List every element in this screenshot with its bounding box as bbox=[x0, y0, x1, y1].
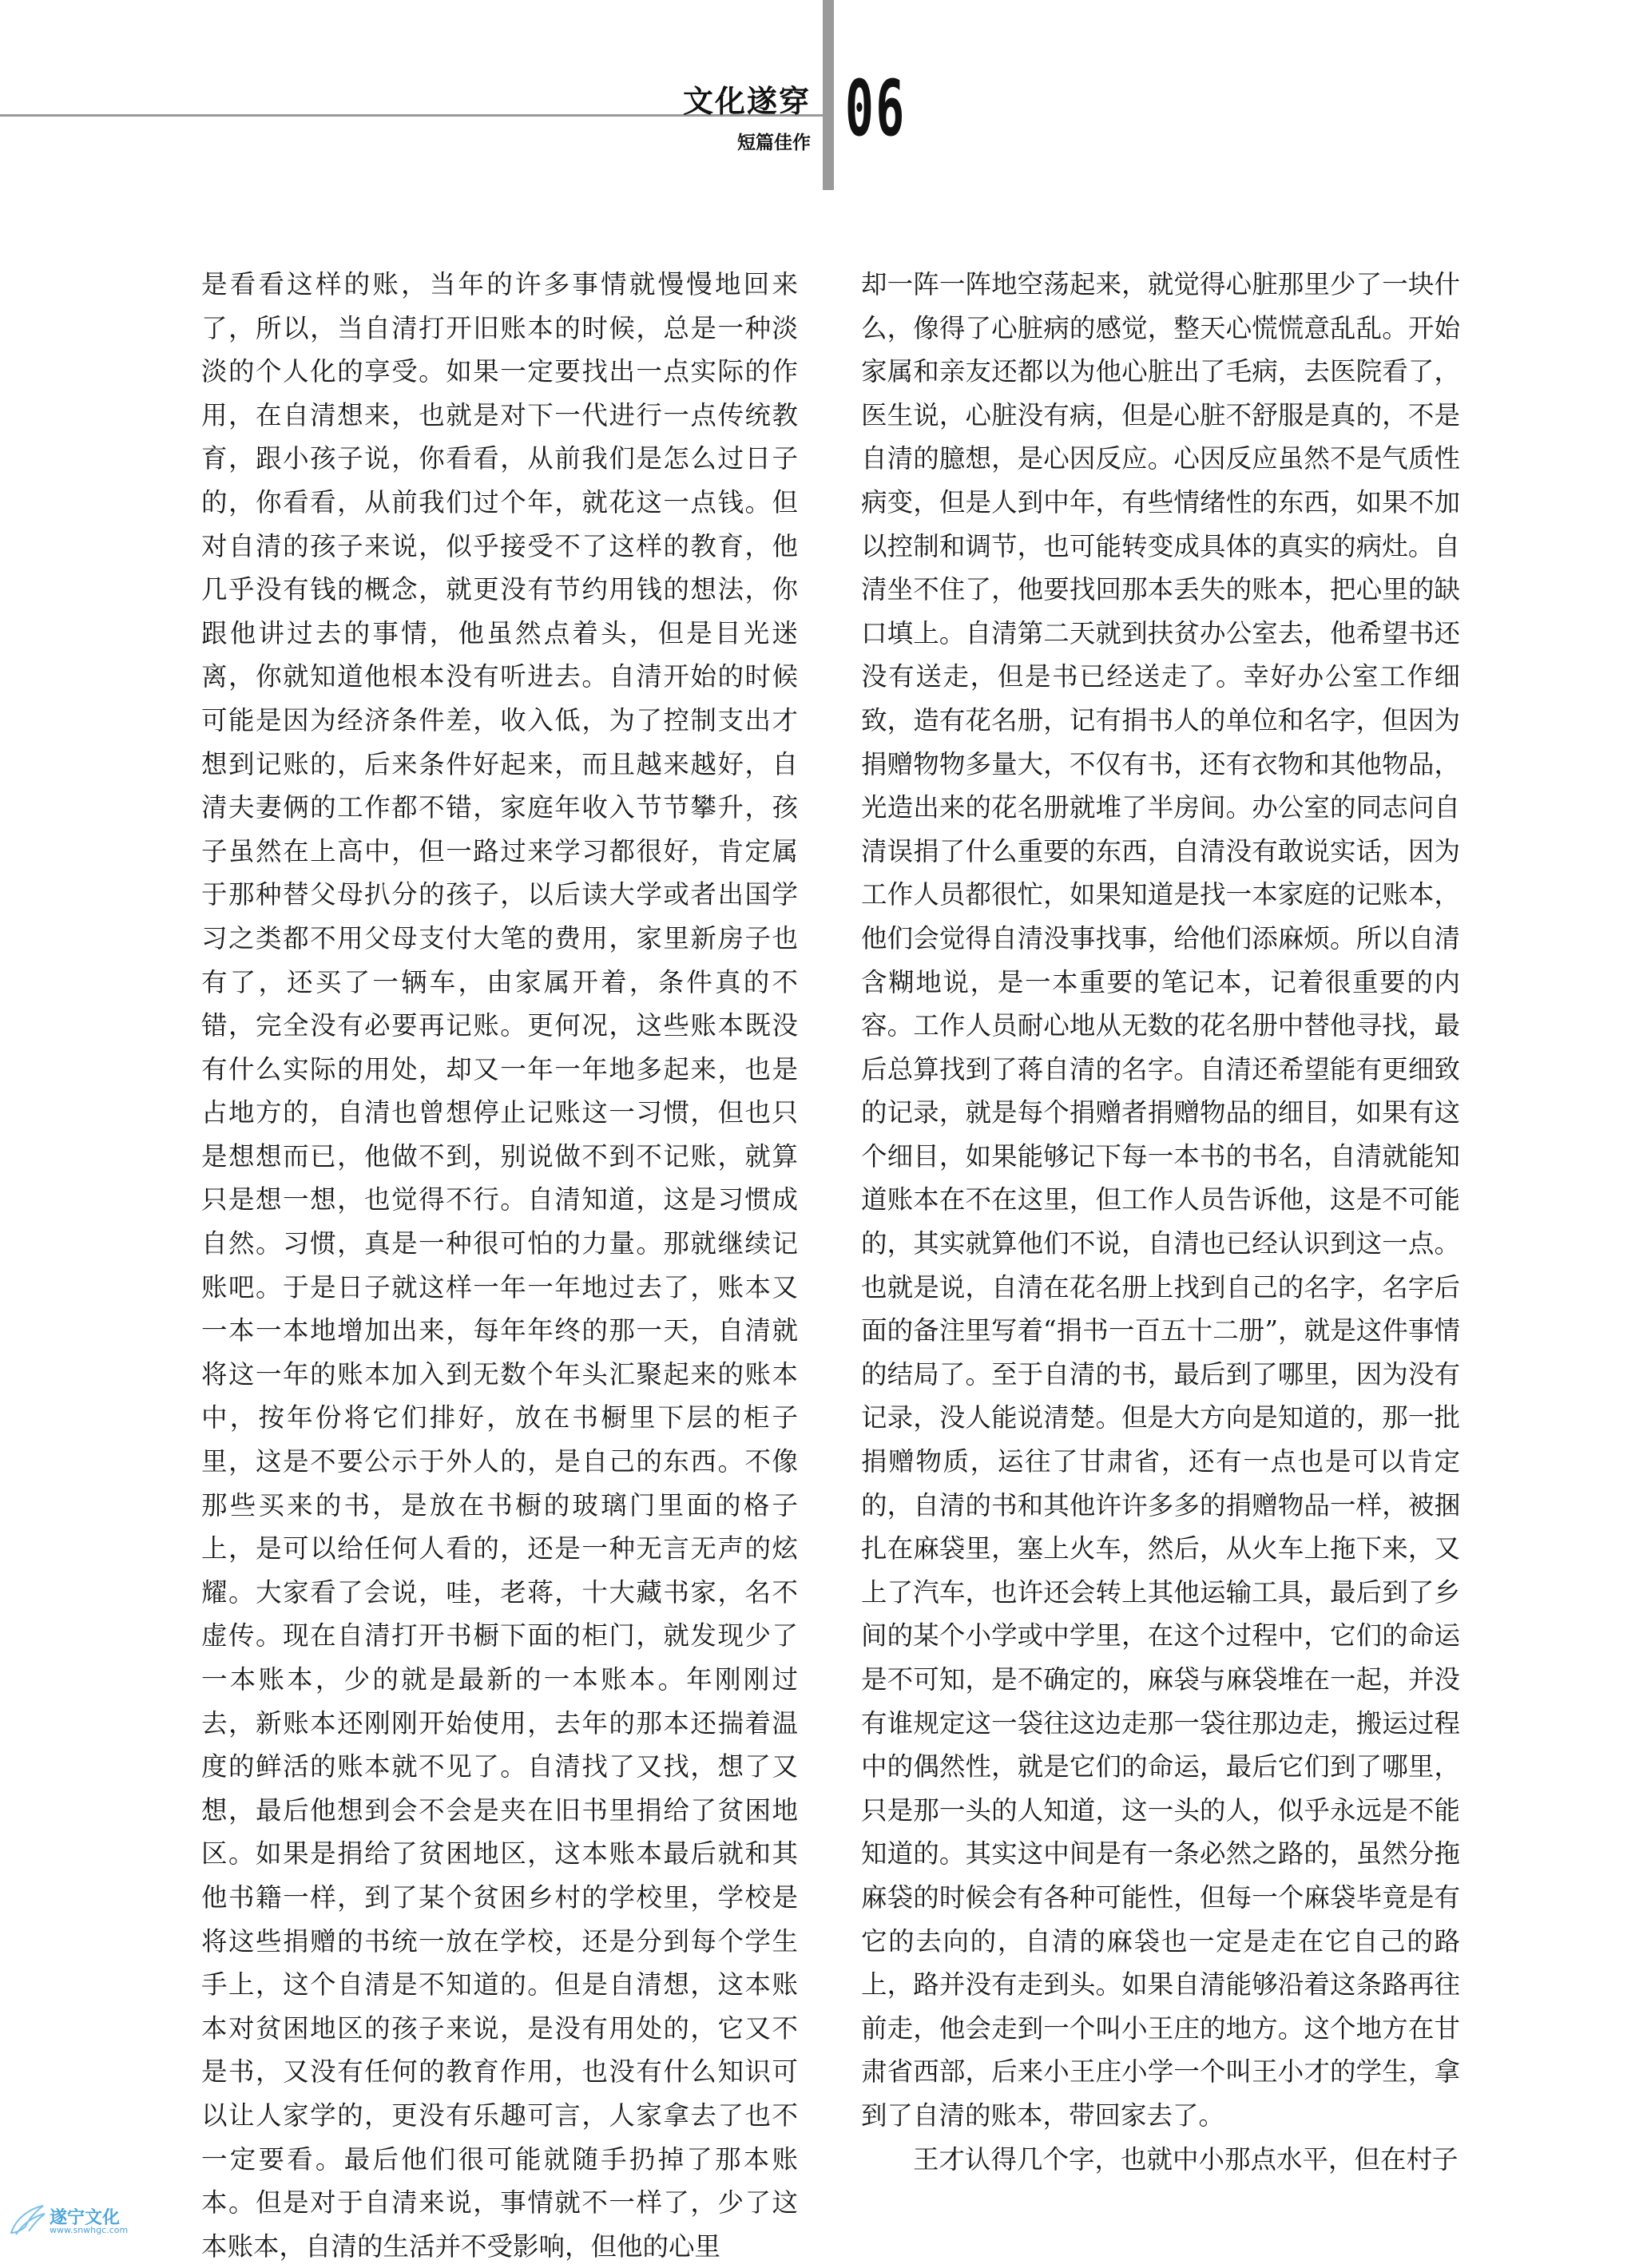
header-divider bbox=[823, 0, 834, 190]
article-left-column bbox=[201, 263, 798, 2268]
paragraph: 王才认得几个字，也就中小那点水平，但在村子 bbox=[913, 2143, 1459, 2175]
watermark bbox=[8, 2203, 176, 2238]
watermark-url: www.snwhgc.com bbox=[50, 2225, 129, 2235]
article-right-column bbox=[861, 263, 1460, 2181]
paragraph: 却一阵一阵地空荡起来，就觉得心脏那里少了一块什么，像得了心脏病的感觉，整天心慌慌意乱乱。开始家属和亲友还都以为他心脏出了毛病，去医院看了，医生说，心脏没有病，但是心脏不舒服是真的，不是自清的臆想，是心因反应。心因反应虽然不是气质性病变，但是人到中年，有些情绪性的东西，如果不加以控制和调节，也可能转变成具体的真实的病灶。自清坐不住了，他要找回那本丢失的账本，把心里的缺口填上。自清第二天就到扶贫办公室去，他希望书还没有送走，但是书已经送走了。幸好办公室工作细致，造有花名册，记有捐书人的单位和名字，但因为捐赠物物多量大，不仅有书，还有衣物和其他物品，光造出来的花名册就堆了半房间。办公室的同志问自清误捐了什么重要的东西，自清没有敢说实话，因为工作人员都很忙，如果知道是找一本家庭的记账本，他们会觉得自清没事找事，给他们添麻烦。所以自清含糊地说，是一本重要的笔记本，记着很重要的内容。工作人员耐心地从无数的花名册中替他寻找，最后总算找到了蒋自清的名字。自清还希望能有更细致的记录，就是每个捐赠者捐赠物品的细目，如果有这个细目，如果能够记下每一本书的书名，自清就能知道账本在不在这里，但工作人员告诉他，这是不可能的，其实就算他们不说，自清也已经认识到这一点。也就是说，自清在花名册上找到自己的名字，名字后面的备注里写着“捐书一百五十二册”，就是这件事情的结局了。至于自清的书，最后到了哪里，因为没有记录，没人能说清楚。但是大方向是知道的，那一批捐赠物质，运往了甘肃省，还有一点也是可以肯定的，自清的书和其他许许多多的捐赠物品一样，被捆扎在麻袋里，塞上火车，然后，从火车上拖下来，又上了汽车，也许还会转上其他运输工具，最后到了乡间的某个小学或中学里，在这个过程中，它们的命运是不可知，是不确定的，麻袋与麻袋堆在一起，并没有谁规定这一袋往这边走那一袋往那边走，搬运过程中的偶然性，就是它们的命运，最后它们到了哪里，只是那一头的人知道，这一头的人，似乎永远是不能知道的。其实这中间是有一条必然之路的，虽然分拖麻袋的时候会有各种可能性，但每一个麻袋毕竟是有它的去向的，自清的麻袋也一定是走在它自己的路上，路并没有走到头。如果自清能够沿着这条路再往前走，他会走到一个叫小王庄的地方。这个地方在甘肃省西部，后来小王庄小学一个叫王小才的学生，拿到了自清的账本，带回家去了。 bbox=[861, 269, 1460, 2131]
paragraph: 是看看这样的账，当年的许多事情就慢慢地回来了，所以，当自清打开旧账本的时候，总是一种淡淡的个人化的享受。如果一定要找出一点实际的作用，在自清想来，也就是对下一代进行一点传统教育，跟小孩子说，你看看，从前我们是怎么过日子的，你看看，从前我们过个年，就花这一点钱。但对自清的孩子来说，似乎接受不了这样的教育，他几乎没有钱的概念，就更没有节约用钱的想法，你跟他讲过去的事情，他虽然点着头，但是目光迷离，你就知道他根本没有听进去。自清开始的时候可能是因为经济条件差，收入低，为了控制支出才想到记账的，后来条件好起来，而且越来越好，自清夫妻俩的工作都不错，家庭年收入节节攀升，孩子虽然在上高中，但一路过来学习都很好，肯定属于那种替父母扒分的孩子，以后读大学或者出国学习之类都不用父母支付大笔的费用，家里新房子也有了，还买了一辆车，由家属开着，条件真的不错，完全没有必要再记账。更何况，这些账本既没有什么实际的用处，却又一年一年地多起来，也是占地方的，自清也曾想停止记账这一习惯，但也只是想想而已，他做不到，别说做不到不记账，就算只是想一想，也觉得不行。自清知道，这是习惯成自然。习惯，真是一种很可怕的力量。那就继续记账吧。于是日子就这样一年一年地过去了，账本又一本一本地增加出来，每年年终的那一天，自清就将这一年的账本加入到无数个年头汇聚起来的账本中，按年份将它们排好，放在书橱里下层的柜子里，这是不要公示于外人的，是自己的东西。不像那些买来的书，是放在书橱的玻璃门里面的格子上，是可以给任何人看的，还是一种无言无声的炫耀。大家看了会说，哇，老蒋，十大藏书家，名不虚传。现在自清打开书橱下面的柜门，就发现少了一本账本，少的就是最新的一本账本。年刚刚过去，新账本还刚刚开始使用，去年的那本还揣着温度的鲜活的账本就不见了。自清找了又找，想了又想，最后他想到会不会是夹在旧书里捐给了贫困地区。如果是捐给了贫困地区，这本账本最后就和其他书籍一样，到了某个贫困乡村的学校里，学校是将这些捐赠的书统一放在学校，还是分到每个学生手上，这个自清是不知道的。但是自清想，这本账本对贫困地区的孩子来说，是没有用处的，它又不是书，又没有任何的教育作用，也没有什么知识可以让人家学的，更没有乐趣可言，人家拿去了也不一定要看。最后他们很可能就随手扔掉了那本账本。但是对于自清来说，事情就不一样了，少了这本账本，自清的生活并不受影响，但他的心里 bbox=[201, 269, 798, 2262]
section-subtitle: 短篇佳作 bbox=[737, 133, 811, 153]
section-title: 文化遂穿 bbox=[682, 84, 811, 119]
wing-logo-icon bbox=[8, 2203, 46, 2238]
page-number: 06 bbox=[845, 64, 907, 153]
watermark-name: 遂宁文化 bbox=[50, 2208, 121, 2228]
